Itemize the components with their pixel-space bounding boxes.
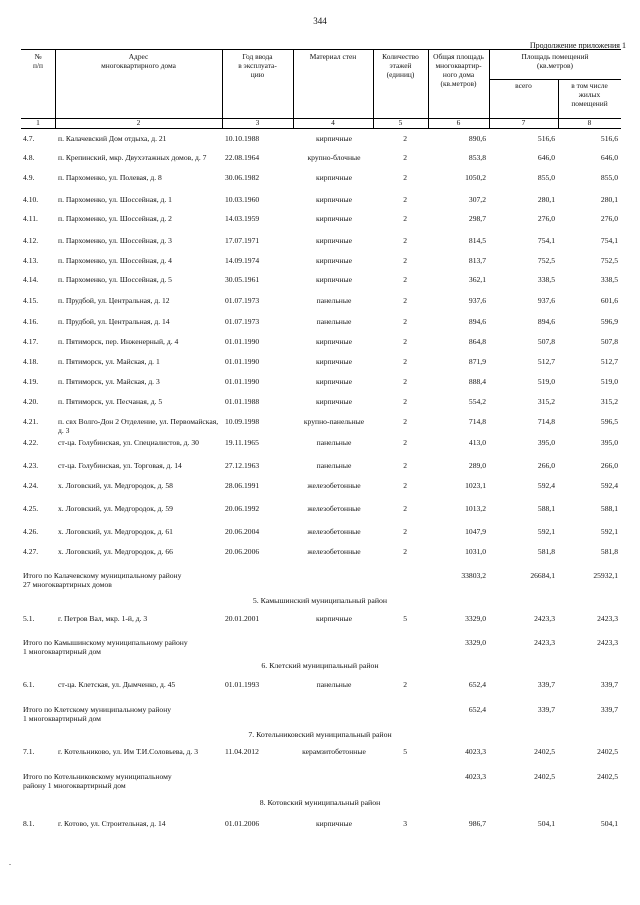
- row-premises-all: 395,0: [537, 438, 555, 447]
- row-wall-material: железобетонные: [307, 481, 361, 490]
- row-premises-all: 592,1: [537, 527, 555, 536]
- row-premises-all: 504,1: [537, 819, 555, 828]
- row-wall-material: кирпичные: [315, 337, 353, 346]
- row-year: 01.01.1990: [225, 377, 260, 386]
- row-total-area: 1047,9: [465, 527, 486, 536]
- column-number: 5: [398, 118, 403, 127]
- row-floors: 2: [403, 134, 407, 143]
- row-total-area: 714,8: [468, 417, 486, 426]
- subtotal-label: Итого по Котельниковскому муниципальному району 1 многоквартирный дом: [23, 772, 172, 790]
- row-floors: 2: [403, 275, 407, 284]
- row-number: 5.1.: [23, 614, 35, 623]
- row-number: 4.27.: [23, 547, 39, 556]
- row-wall-material: кирпичные: [315, 614, 353, 623]
- row-premises-residential: 339,7: [600, 680, 618, 689]
- row-number: 4.10.: [23, 195, 39, 204]
- row-floors: 2: [403, 236, 407, 245]
- row-premises-all: 338,5: [537, 275, 555, 284]
- row-floors: 2: [403, 481, 407, 490]
- header-total-area: Общая площадь многоквартир- ного дома (кв.метров): [433, 52, 484, 88]
- row-premises-all: 937,6: [537, 296, 555, 305]
- row-year: 10.03.1960: [225, 195, 260, 204]
- row-address: п. Прудбой, ул. Центральная, д. 12: [58, 296, 170, 305]
- row-total-area: 986,7: [468, 819, 486, 828]
- row-wall-material: панельные: [316, 680, 352, 689]
- row-premises-residential: 2402,5: [597, 747, 618, 756]
- row-premises-residential: 754,1: [600, 236, 618, 245]
- row-wall-material: кирпичные: [315, 819, 353, 828]
- row-total-area: 864,8: [468, 337, 486, 346]
- subtotal-premises-residential: 2423,3: [597, 638, 618, 647]
- row-floors: 2: [403, 680, 407, 689]
- row-premises-residential: 338,5: [600, 275, 618, 284]
- row-premises-residential: 592,4: [600, 481, 618, 490]
- row-address: п. Пятиморск, ул. Майская, д. 3: [58, 377, 160, 386]
- row-year: 01.01.1990: [225, 357, 260, 366]
- row-number: 4.18.: [23, 357, 39, 366]
- row-premises-residential: 855,0: [600, 173, 618, 182]
- row-year: 10.10.1988: [225, 134, 260, 143]
- row-number: 4.22.: [23, 438, 39, 447]
- row-premises-all: 519,0: [537, 377, 555, 386]
- continuation-note: Продолжение приложения 1: [529, 41, 626, 50]
- subtotal-total-area: 33803,2: [461, 571, 486, 580]
- subtotal-premises-residential: 25932,1: [593, 571, 618, 580]
- subtotal-premises-all: 2402,5: [534, 772, 555, 781]
- row-total-area: 362,1: [468, 275, 486, 284]
- row-total-area: 4023,3: [465, 747, 486, 756]
- row-premises-residential: 280,1: [600, 195, 618, 204]
- header-wall-material: Материал стен: [309, 52, 357, 61]
- row-premises-all: 266,0: [537, 461, 555, 470]
- row-floors: 2: [403, 173, 407, 182]
- row-address: п. Пархоменко, ул. Полевая, д. 8: [58, 173, 162, 182]
- table-header: [21, 49, 621, 129]
- subtotal-premises-residential: 2402,5: [597, 772, 618, 781]
- row-number: 4.17.: [23, 337, 39, 346]
- row-total-area: 814,5: [468, 236, 486, 245]
- row-premises-all: 894,6: [537, 317, 555, 326]
- row-address: г. Котово, ул. Строительная, д. 14: [58, 819, 166, 828]
- row-wall-material: кирпичные: [315, 134, 353, 143]
- row-year: 01.07.1973: [225, 317, 260, 326]
- header-premises-all: всего: [515, 81, 532, 90]
- row-total-area: 1050,2: [465, 173, 486, 182]
- column-number-row: [21, 118, 621, 128]
- row-premises-residential: 2423,3: [597, 614, 618, 623]
- row-total-area: 652,4: [468, 680, 486, 689]
- row-total-area: 853,8: [468, 153, 486, 162]
- row-total-area: 554,2: [468, 397, 486, 406]
- header-number: № п/п: [33, 52, 43, 70]
- row-floors: 2: [403, 377, 407, 386]
- row-total-area: 1023,1: [465, 481, 486, 490]
- row-premises-residential: 266,0: [600, 461, 618, 470]
- row-floors: 2: [403, 504, 407, 513]
- row-premises-residential: 592,1: [600, 527, 618, 536]
- row-floors: 2: [403, 397, 407, 406]
- row-address: п. Пархоменко, ул. Шоссейная, д. 1: [58, 195, 172, 204]
- row-number: 4.19.: [23, 377, 39, 386]
- row-address: п. Крепинский, мкр. Двухэтажных домов, д. 7: [58, 153, 207, 162]
- row-address: ст-ца. Голубинская, ул. Торговая, д. 14: [58, 461, 182, 470]
- row-address: ст-ца. Клетская, ул. Дымченко, д. 45: [58, 680, 176, 689]
- subtotal-premises-all: 339,7: [537, 705, 555, 714]
- row-premises-residential: 646,0: [600, 153, 618, 162]
- row-year: 20.06.2004: [225, 527, 260, 536]
- row-number: 4.9.: [23, 173, 35, 182]
- row-wall-material: кирпичные: [315, 195, 353, 204]
- row-year: 20.06.1992: [225, 504, 260, 513]
- column-number: 2: [136, 118, 141, 127]
- row-year: 20.06.2006: [225, 547, 260, 556]
- row-year: 10.09.1998: [225, 417, 260, 426]
- row-number: 4.11.: [23, 214, 38, 223]
- row-total-area: 3329,0: [465, 614, 486, 623]
- row-floors: 2: [403, 296, 407, 305]
- row-premises-all: 752,5: [537, 256, 555, 265]
- row-premises-all: 339,7: [537, 680, 555, 689]
- column-number: 3: [255, 118, 260, 127]
- row-premises-all: 2402,5: [534, 747, 555, 756]
- row-premises-residential: 588,1: [600, 504, 618, 513]
- row-total-area: 289,0: [468, 461, 486, 470]
- row-premises-residential: 519,0: [600, 377, 618, 386]
- row-floors: 2: [403, 317, 407, 326]
- row-number: 4.21.: [23, 417, 39, 426]
- row-premises-residential: 752,5: [600, 256, 618, 265]
- row-total-area: 1031,0: [465, 547, 486, 556]
- row-year: 14.09.1974: [225, 256, 260, 265]
- row-floors: 5: [403, 747, 407, 756]
- row-year: 01.07.1973: [225, 296, 260, 305]
- row-premises-all: 646,0: [537, 153, 555, 162]
- section-heading: 7. Котельниковский муниципальный район: [248, 730, 392, 739]
- column-number: 4: [331, 118, 335, 127]
- section-heading: 8. Котовский муниципальный район: [259, 798, 381, 807]
- row-year: 22.08.1964: [225, 153, 260, 162]
- row-premises-all: 280,1: [537, 195, 555, 204]
- row-floors: 2: [403, 214, 407, 223]
- row-year: 27.12.1963: [225, 461, 260, 470]
- row-number: 4.12.: [23, 236, 39, 245]
- row-wall-material: крупно-панельные: [303, 417, 365, 426]
- row-address: п. Пархоменко, ул. Шоссейная, д. 3: [58, 236, 172, 245]
- subtotal-total-area: 4023,3: [465, 772, 486, 781]
- row-number: 4.7.: [23, 134, 35, 143]
- row-number: 4.23.: [23, 461, 39, 470]
- row-total-area: 937,6: [468, 296, 486, 305]
- subtotal-total-area: 652,4: [468, 705, 486, 714]
- section-heading: 6. Клетский муниципальный район: [261, 661, 379, 670]
- row-address: п. Пятиморск, пер. Инженерный, д. 4: [58, 337, 179, 346]
- row-year: 01.01.2006: [225, 819, 260, 828]
- row-premises-residential: 315,2: [600, 397, 618, 406]
- row-premises-all: 2423,3: [534, 614, 555, 623]
- row-premises-residential: 596,9: [600, 317, 618, 326]
- row-wall-material: кирпичные: [315, 173, 353, 182]
- row-premises-all: 315,2: [537, 397, 555, 406]
- row-number: 4.14.: [23, 275, 39, 284]
- row-wall-material: кирпичные: [315, 275, 353, 284]
- row-total-area: 307,2: [468, 195, 486, 204]
- row-number: 4.13.: [23, 256, 39, 265]
- row-address: п. Пархоменко, ул. Шоссейная, д. 2: [58, 214, 172, 223]
- row-premises-residential: 596,5: [600, 417, 618, 426]
- subtotal-label: Итого по Клетскому муниципальному району 1 многоквартирный дом: [23, 705, 172, 723]
- row-address: х. Логовский, ул. Медгородок, д. 61: [58, 527, 173, 536]
- row-number: 4.26.: [23, 527, 39, 536]
- row-total-area: 871,9: [468, 357, 486, 366]
- row-year: 01.01.1993: [225, 680, 260, 689]
- row-number: 4.8.: [23, 153, 35, 162]
- section-heading: 5. Камышинский муниципальный район: [252, 596, 388, 605]
- row-premises-all: 714,8: [537, 417, 555, 426]
- row-address: х. Логовский, ул. Медгородок, д. 66: [58, 547, 173, 556]
- row-year: 30.06.1982: [225, 173, 260, 182]
- row-wall-material: железобетонные: [307, 504, 361, 513]
- row-wall-material: кирпичные: [315, 377, 353, 386]
- row-number: 4.20.: [23, 397, 39, 406]
- row-wall-material: кирпичные: [315, 214, 353, 223]
- row-wall-material: панельные: [316, 296, 352, 305]
- row-floors: 2: [403, 337, 407, 346]
- header-address: Адрес многоквартирного дома: [101, 52, 176, 70]
- row-wall-material: кирпичные: [315, 357, 353, 366]
- subtotal-label: Итого по Калачевскому муниципальному району 27 многоквартирных домов: [23, 571, 182, 589]
- row-address: х. Логовский, ул. Медгородок, д. 58: [58, 481, 173, 490]
- row-premises-residential: 512,7: [600, 357, 618, 366]
- row-wall-material: панельные: [316, 438, 352, 447]
- row-floors: 2: [403, 461, 407, 470]
- row-premises-all: 516,6: [537, 134, 555, 143]
- row-address: ст-ца. Голубинская, ул. Специалистов, д. 30: [58, 438, 199, 447]
- row-year: 28.06.1991: [225, 481, 260, 490]
- row-number: 4.16.: [23, 317, 39, 326]
- subtotal-premises-all: 26684,1: [530, 571, 555, 580]
- subtotal-label: Итого по Камышинскому муниципальному району 1 многоквартирный дом: [23, 638, 188, 656]
- row-address: п. свх Волго-Дон 2 Отделение, ул. Первомайская, д. 3: [58, 417, 219, 435]
- row-address: г. Петров Вал, мкр. 1-й, д. 3: [58, 614, 148, 623]
- row-floors: 2: [403, 153, 407, 162]
- column-number: 6: [456, 118, 461, 127]
- row-floors: 2: [403, 438, 407, 447]
- row-floors: 2: [403, 547, 407, 556]
- row-total-area: 813,7: [468, 256, 486, 265]
- row-floors: 2: [403, 195, 407, 204]
- row-premises-residential: 581,8: [600, 547, 618, 556]
- row-premises-residential: 507,8: [600, 337, 618, 346]
- row-year: 17.07.1971: [225, 236, 260, 245]
- row-year: 19.11.1965: [225, 438, 259, 447]
- subtotal-premises-residential: 339,7: [600, 705, 618, 714]
- row-total-area: 888,4: [468, 377, 486, 386]
- page-number: 344: [313, 16, 327, 26]
- column-number: 8: [587, 118, 592, 127]
- row-floors: 2: [403, 527, 407, 536]
- row-address: п. Калачевский Дом отдыха, д. 21: [58, 134, 167, 143]
- row-wall-material: железобетонные: [307, 527, 361, 536]
- row-floors: 3: [403, 819, 407, 828]
- row-number: 6.1.: [23, 680, 35, 689]
- subtotal-total-area: 3329,0: [465, 638, 486, 647]
- row-premises-all: 512,7: [537, 357, 555, 366]
- row-premises-residential: 276,0: [600, 214, 618, 223]
- row-number: 8.1.: [23, 819, 35, 828]
- row-floors: 5: [403, 614, 407, 623]
- row-total-area: 1013,2: [465, 504, 486, 513]
- column-number: 7: [521, 118, 526, 127]
- row-premises-residential: 504,1: [600, 819, 618, 828]
- row-premises-residential: 516,6: [600, 134, 618, 143]
- row-wall-material: кирпичные: [315, 397, 353, 406]
- row-total-area: 298,7: [468, 214, 486, 223]
- row-wall-material: крупно-блочные: [307, 153, 361, 162]
- row-premises-residential: 395,0: [600, 438, 618, 447]
- row-wall-material: панельные: [316, 317, 352, 326]
- header-year: Год ввода в эксплуата- цию: [238, 52, 277, 79]
- row-number: 4.24.: [23, 481, 39, 490]
- column-number: 1: [36, 118, 40, 127]
- row-address: п. Пятиморск, ул. Майская, д. 1: [58, 357, 160, 366]
- row-premises-residential: 601,6: [600, 296, 618, 305]
- row-premises-all: 507,8: [537, 337, 555, 346]
- row-floors: 2: [403, 417, 407, 426]
- row-wall-material: железобетонные: [307, 547, 361, 556]
- row-wall-material: керамзитобетонные: [302, 747, 366, 756]
- row-wall-material: панельные: [316, 461, 352, 470]
- row-year: 14.03.1959: [225, 214, 260, 223]
- row-premises-all: 276,0: [537, 214, 555, 223]
- row-number: 4.25.: [23, 504, 39, 513]
- row-floors: 2: [403, 357, 407, 366]
- row-wall-material: кирпичные: [315, 256, 353, 265]
- row-premises-all: 588,1: [537, 504, 555, 513]
- stray-mark: .: [9, 858, 11, 867]
- row-year: 01.01.1988: [225, 397, 260, 406]
- row-total-area: 894,6: [468, 317, 486, 326]
- row-premises-all: 581,8: [537, 547, 555, 556]
- row-year: 30.05.1961: [225, 275, 260, 284]
- row-address: х. Логовский, ул. Медгородок, д. 59: [58, 504, 173, 513]
- subtotal-premises-all: 2423,3: [534, 638, 555, 647]
- row-year: 11.04.2012: [225, 747, 259, 756]
- row-address: г. Котельниково, ул. Им Т.И.Соловьева, д. 3: [58, 747, 199, 756]
- row-number: 4.15.: [23, 296, 39, 305]
- row-address: п. Пятиморск, ул. Песчаная, д. 5: [58, 397, 163, 406]
- row-number: 7.1.: [23, 747, 35, 756]
- row-address: п. Прудбой, ул. Центральная, д. 14: [58, 317, 170, 326]
- header-floors: Количество этажей (единиц): [382, 52, 419, 79]
- row-total-area: 890,6: [468, 134, 486, 143]
- header-premises-residential: в том числе жилых помещений: [571, 81, 608, 108]
- row-address: п. Пархоменко, ул. Шоссейная, д. 5: [58, 275, 172, 284]
- row-premises-all: 592,4: [537, 481, 555, 490]
- row-address: п. Пархоменко, ул. Шоссейная, д. 4: [58, 256, 172, 265]
- row-year: 20.01.2001: [225, 614, 260, 623]
- row-year: 01.01.1990: [225, 337, 260, 346]
- row-wall-material: кирпичные: [315, 236, 353, 245]
- row-floors: 2: [403, 256, 407, 265]
- header-premises-area: Площадь помещений (кв.метров): [521, 52, 589, 70]
- row-premises-all: 855,0: [537, 173, 555, 182]
- row-premises-all: 754,1: [537, 236, 555, 245]
- row-total-area: 413,0: [468, 438, 486, 447]
